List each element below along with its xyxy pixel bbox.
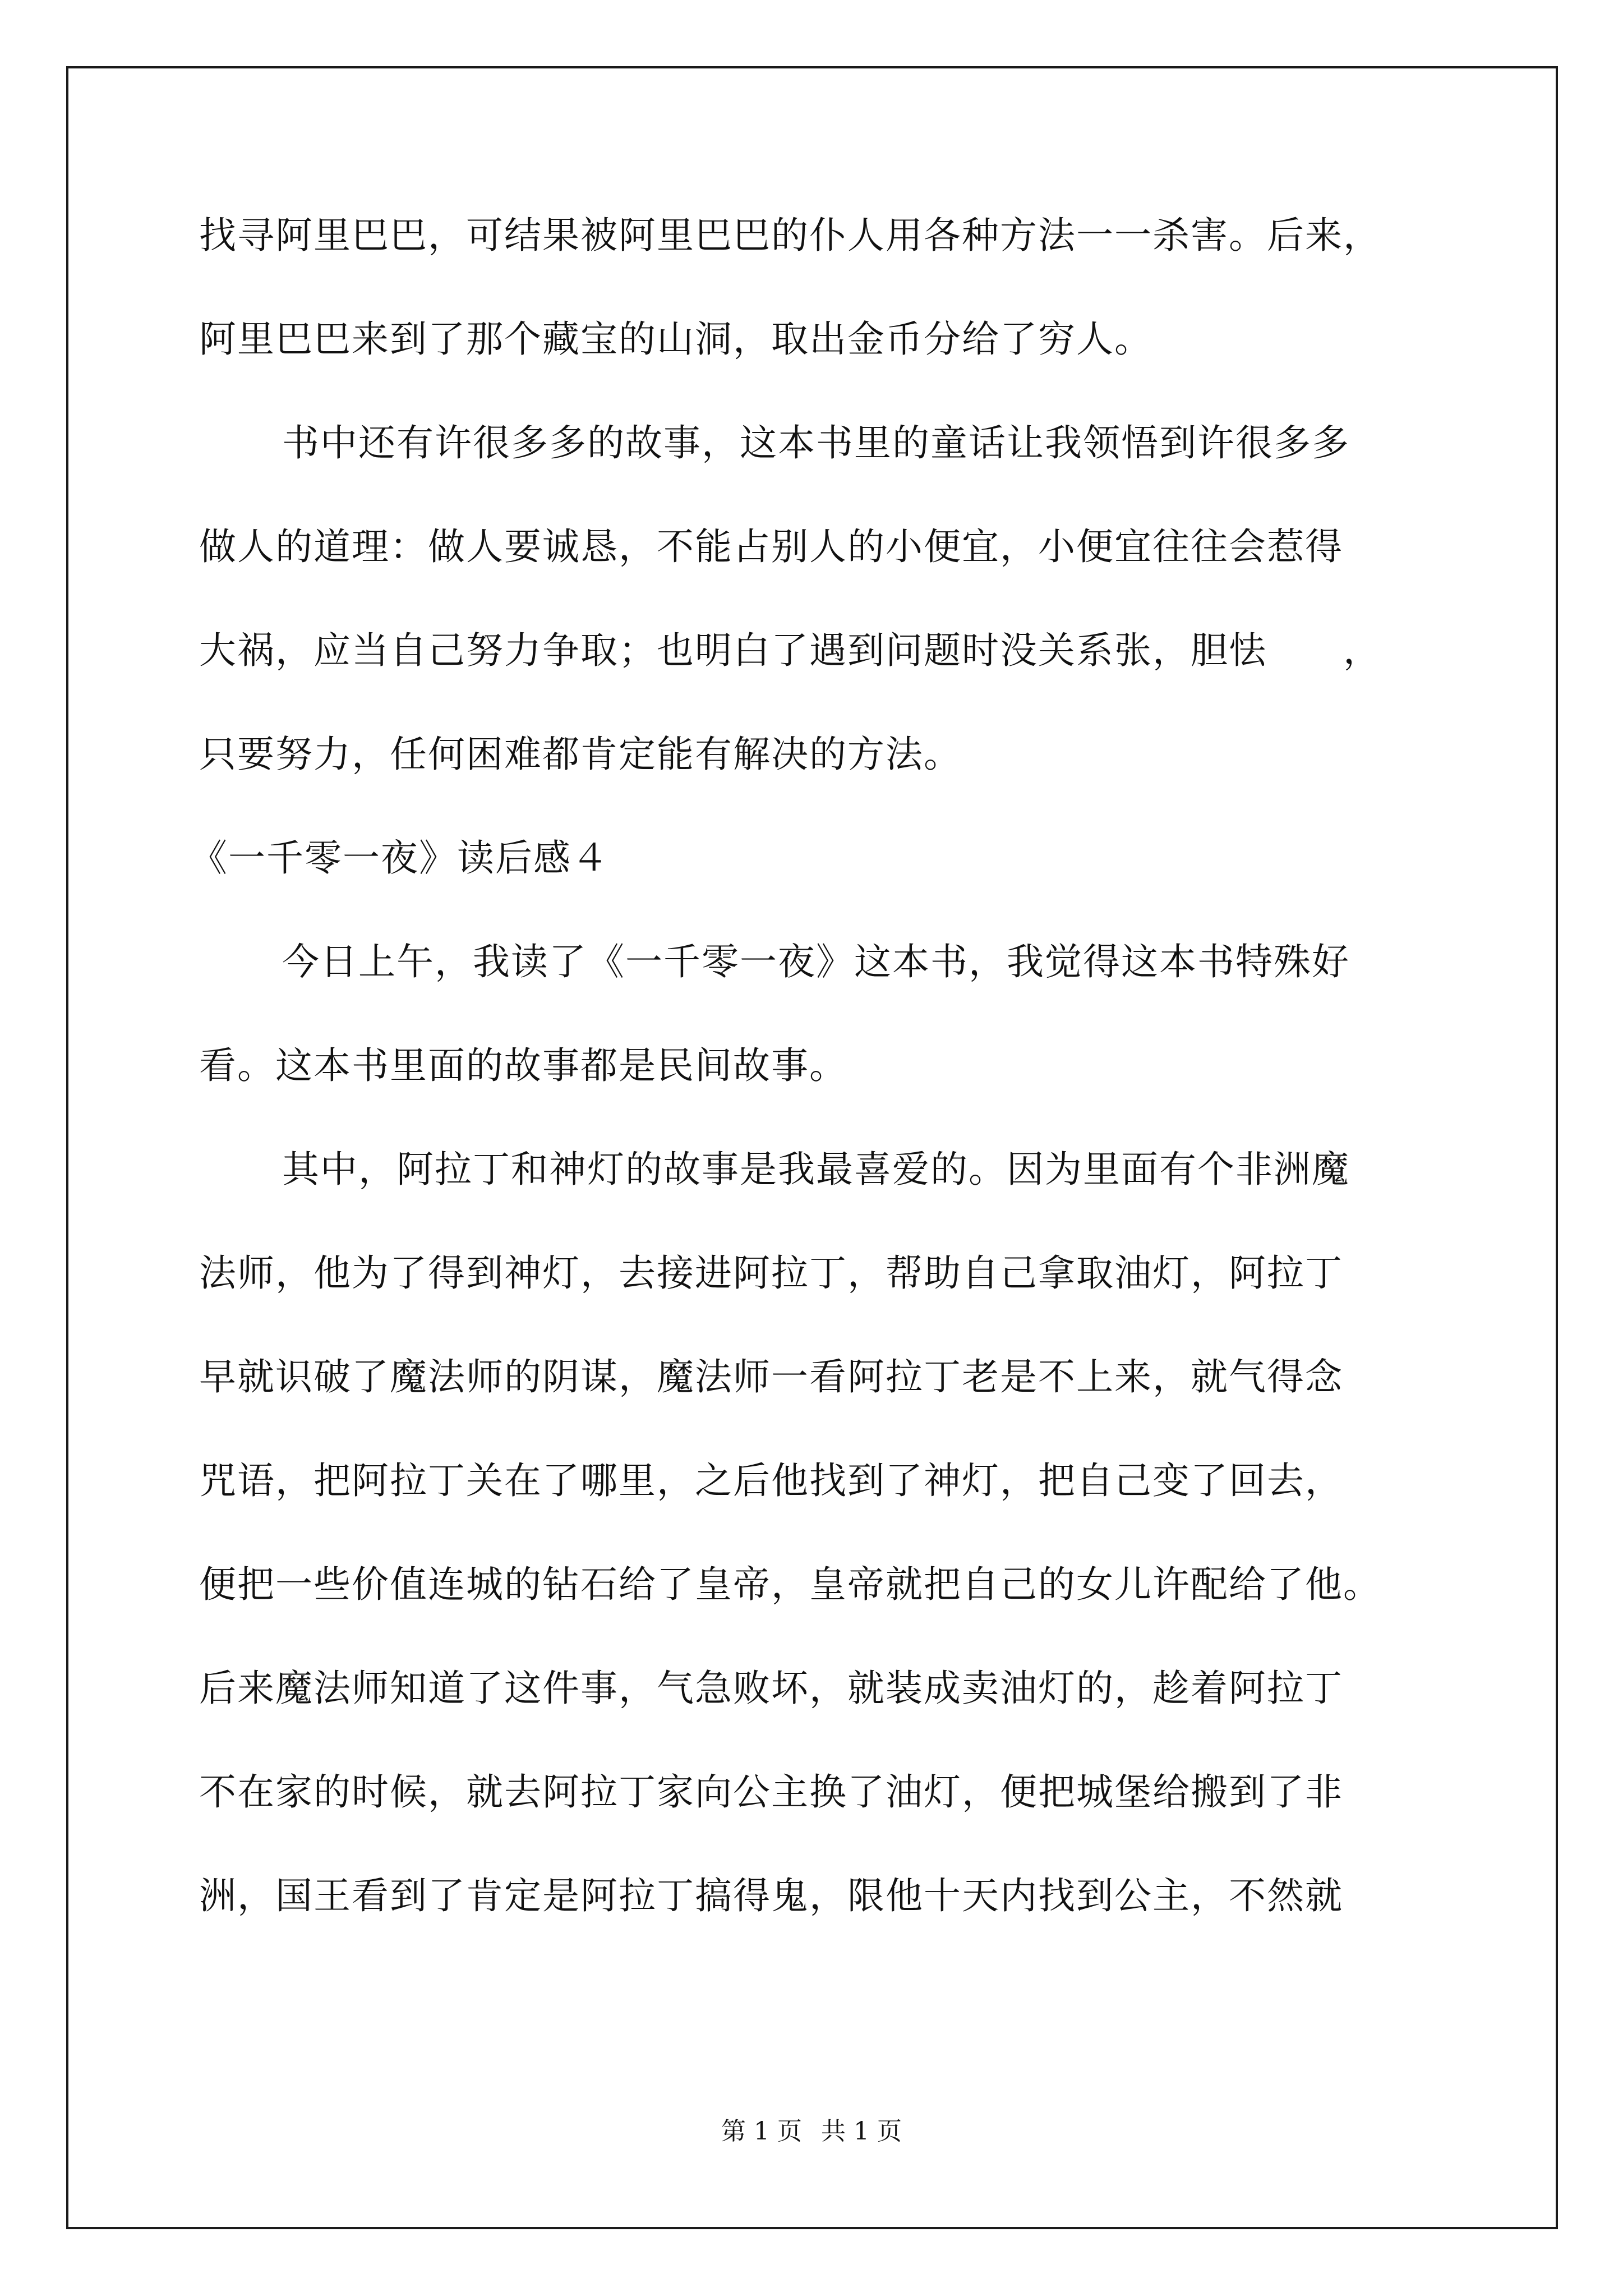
page-number-label: 第 1 页 [721, 2117, 802, 2146]
text-line: 阿里巴巴来到了那个藏宝的山洞，取出金币分给了穷人。 [199, 318, 1152, 361]
text-line: 洲，国王看到了肯定是阿拉丁搞得鬼，限他十天内找到公主，不然就 [199, 1874, 1343, 1917]
paragraph-start-line: 其中，阿拉丁和神灯的故事是我最喜爱的。因为里面有个非洲魔 [282, 1148, 1350, 1191]
text-line: 只要努力，任何困难都肯定能有解决的方法。 [199, 733, 962, 776]
text-line: 早就识破了魔法师的阴谋，魔法师一看阿拉丁老是不上来，就气得念 [199, 1355, 1343, 1398]
text-line: 找寻阿里巴巴，可结果被阿里巴巴的仆人用各种方法一一杀害。后来， [199, 214, 1381, 257]
text-line: 做人的道理：做人要诚恳，不能占别人的小便宜，小便宜往往会惹得 [199, 525, 1343, 568]
text-line: 看。这本书里面的故事都是民间故事。 [199, 1044, 847, 1087]
document-body [190, 208, 1455, 1972]
section-heading: 《一千零一夜》读后感４ [190, 836, 610, 880]
paragraph-start-line: 今日上午，我读了《一千零一夜》这本书，我觉得这本书特殊好 [282, 940, 1350, 983]
text-line: 便把一些价值连城的钻石给了皇帝，皇帝就把自己的女儿许配给了他。 [199, 1563, 1381, 1606]
paragraph-start-line: 书中还有许很多多的故事，这本书里的童话让我领悟到许很多多 [282, 421, 1350, 464]
page-footer [0, 2115, 1623, 2148]
text-line: 法师，他为了得到神灯，去接进阿拉丁，帮助自己拿取油灯，阿拉丁 [199, 1251, 1343, 1295]
page-total-label: 共 1 页 [821, 2117, 902, 2146]
text-line: 不在家的时候，就去阿拉丁家向公主换了油灯，便把城堡给搬到了非 [199, 1770, 1343, 1814]
text-line: 咒语，把阿拉丁关在了哪里，之后他找到了神灯，把自己变了回去， [199, 1459, 1343, 1502]
text-line: 后来魔法师知道了这件事，气急败坏，就装成卖油灯的，趁着阿拉丁 [199, 1667, 1343, 1710]
text-line: 大祸，应当自己努力争取；也明白了遇到问题时没关系张，胆怯 ， [199, 629, 1381, 672]
